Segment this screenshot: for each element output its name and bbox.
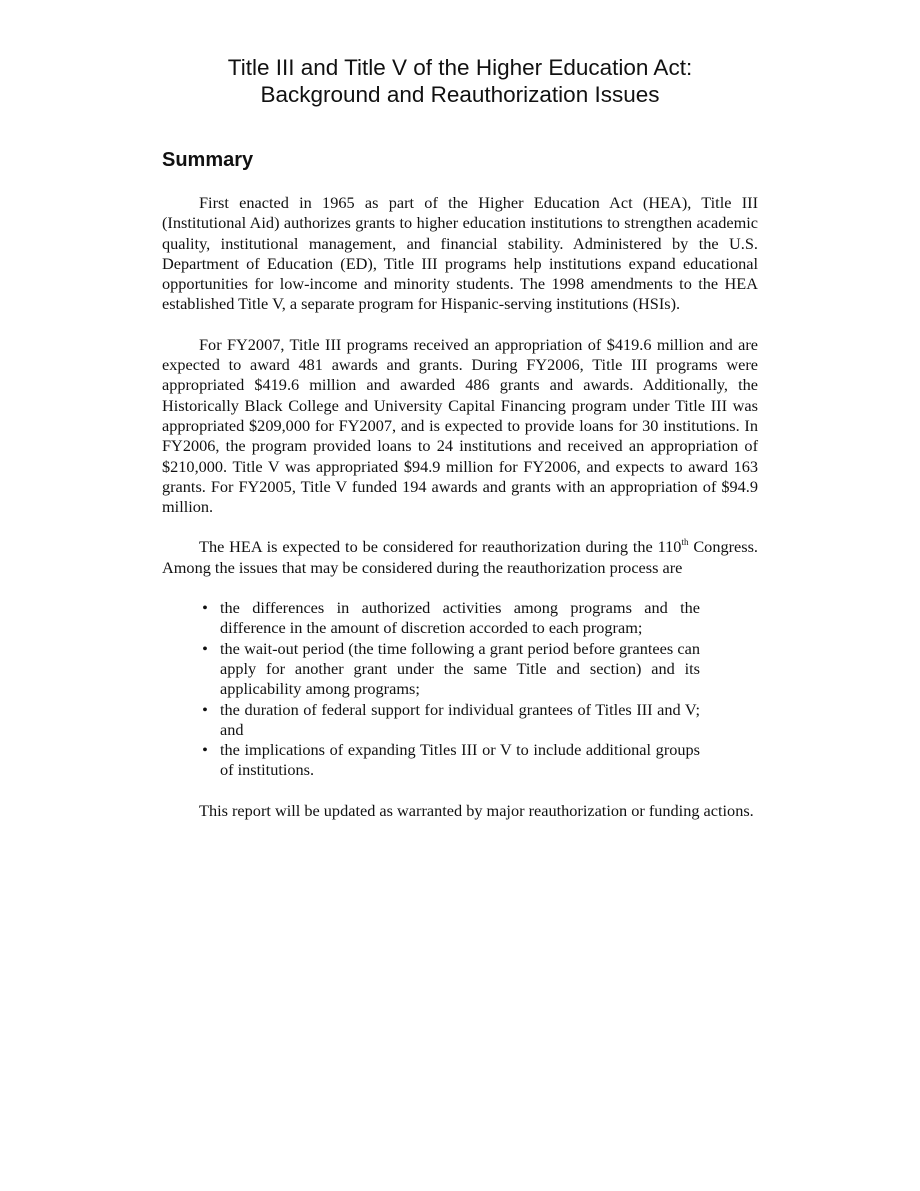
ordinal-superscript: th: [681, 537, 689, 548]
issues-list-item: [202, 699, 700, 741]
issues-list-item: [202, 740, 700, 781]
issues-list-item-text: the duration of federal support for individual grantees of Titles III and V; and: [220, 699, 700, 739]
document-title: [162, 54, 758, 108]
summary-body: [162, 193, 758, 821]
issues-list-item: [202, 638, 700, 700]
issues-list-item-text: the wait-out period (the time following a grant period before grantees can apply for another grant under the same Title and section) and its applicability among programs;: [220, 638, 700, 699]
summary-paragraph-3: [162, 537, 758, 578]
bullet-icon: •: [202, 598, 208, 618]
issues-list: [162, 598, 700, 781]
document-title-line-1: Title III and Title V of the Higher Education Act:: [227, 55, 693, 80]
summary-paragraph-2: For FY2007, Title III programs received an appropriation of $419.6 million and are expected to award 481 awards and grants. During FY2006, Title III programs were appropriated $419.6 million and awarded 486 grants and awards. Additionally, the Historically Black College and University Capital Financing program under Title III was appropriated $209,000 for FY2007, and is expected to provide loans for 30 institutions. In FY2006, the program provided loans to 24 institutions and received an appropriation of $210,000. Title V was appropriated $94.9 million for FY2006, and expects to award 163 grants. For FY2005, Title V funded 194 awards and grants with an appropriation of $94.9 million.: [162, 334, 758, 517]
issues-list-item: [202, 598, 700, 639]
issues-list-item-text: the differences in authorized activities among programs and the difference in the amount of discretion accorded to each program;: [220, 598, 700, 638]
closing-paragraph: This report will be updated as warranted by major reauthorization or funding actions.: [199, 800, 754, 820]
document-page: [162, 54, 758, 821]
issues-list-item-text: the implications of expanding Titles III or V to include additional groups of institutions.: [220, 740, 700, 780]
bullet-icon: •: [202, 638, 208, 658]
bullet-icon: •: [202, 740, 208, 760]
paragraph-3-text-continued: Congress. Among the issues that may be considered during the reauthorization process are: [162, 537, 758, 577]
document-title-line-2: Background and Reauthorization Issues: [260, 82, 660, 107]
summary-heading: Summary: [162, 149, 254, 171]
summary-paragraph-1: First enacted in 1965 as part of the Higher Education Act (HEA), Title III (Institutional Aid) authorizes grants to higher education institutions to strengthen academic quality, institutional management, and financial stability. Administered by the U.S. Department of Education (ED), Title III programs help institutions expand educational opportunities for low-income and minority students. The 1998 amendments to the HEA established Title V, a separate program for Hispanic-serving institutions (HSIs).: [162, 193, 758, 314]
paragraph-3-text: The HEA is expected to be considered for reauthorization during the 110: [199, 537, 682, 557]
bullet-icon: •: [202, 699, 208, 719]
